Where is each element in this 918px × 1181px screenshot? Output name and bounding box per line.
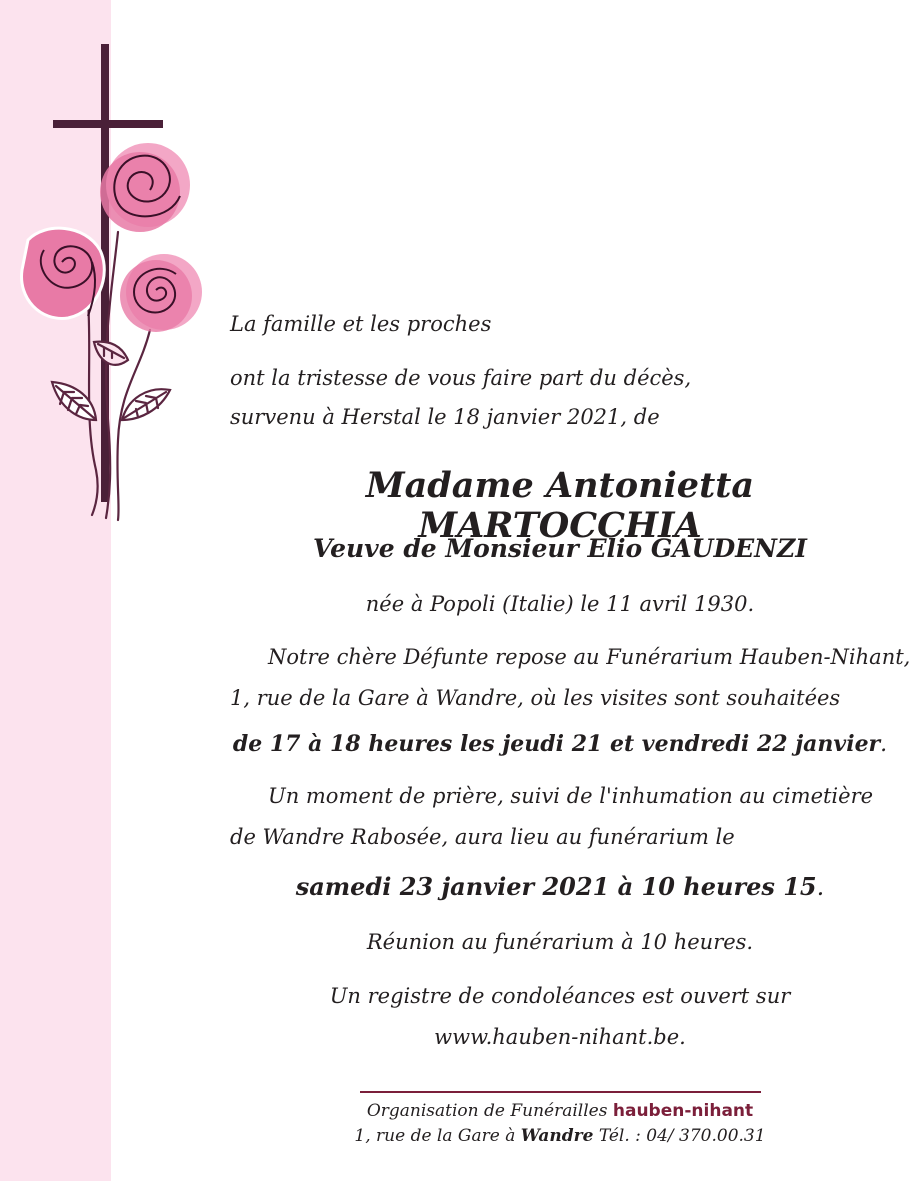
birth-info: née à Popoli (Italie) le 11 avril 1930. — [365, 592, 755, 616]
footer-address — [290, 1125, 830, 1147]
footer-phone: Tél. : 04/ 370.00.31 — [598, 1126, 766, 1146]
visitation-hours — [230, 730, 890, 759]
rose-top-icon — [100, 143, 190, 232]
ceremony-date-text: samedi 23 janvier 2021 à 10 heures 15 — [295, 872, 817, 901]
intro-line-3: survenu à Herstal le 18 janvier 2021, de — [230, 405, 660, 429]
footer-organisation — [290, 1100, 830, 1122]
visitation-line-2: 1, rue de la Gare à Wandre, où les visites sont souhaitées — [230, 686, 841, 710]
ceremony-date — [230, 872, 890, 902]
footer-address-prefix: 1, rue de la Gare à — [354, 1126, 516, 1146]
footer-brand-logo: hauben-nihant — [612, 1101, 754, 1121]
footer-org-prefix: Organisation de Funérailles — [366, 1101, 608, 1121]
intro-line-2: ont la tristesse de vous faire part du décès, — [230, 366, 692, 390]
registry-url: www.hauben-nihant.be. — [434, 1025, 686, 1049]
ceremony-line-2: de Wandre Rabosée, aura lieu au funérarium le — [230, 825, 735, 849]
deceased-name: Madame Antonietta MARTOCCHIA — [365, 465, 755, 546]
meeting-info: Réunion au funérarium à 10 heures. — [366, 930, 754, 954]
intro-line-1: La famille et les proches — [230, 312, 492, 336]
rose-left-icon — [22, 228, 105, 318]
visitation-line-1: Notre chère Défunte repose au Funérarium Hauben-Nihant, — [268, 645, 911, 669]
ceremony-line-1: Un moment de prière, suivi de l'inhumation au cimetière — [268, 784, 874, 808]
footer-divider — [360, 1091, 761, 1093]
rose-right-icon — [120, 254, 202, 332]
ceremony-date-end: . — [816, 873, 825, 901]
visitation-hours-end: . — [880, 732, 888, 757]
widow-of: Veuve de Monsieur Elio GAUDENZI — [313, 534, 807, 563]
visitation-hours-text: de 17 à 18 heures les jeudi 21 et vendredi 22 janvier — [232, 731, 881, 757]
cross-roses-illustration — [0, 0, 230, 530]
registry-line: Un registre de condoléances est ouvert sur — [329, 984, 791, 1008]
footer-address-town: Wandre — [520, 1126, 594, 1146]
